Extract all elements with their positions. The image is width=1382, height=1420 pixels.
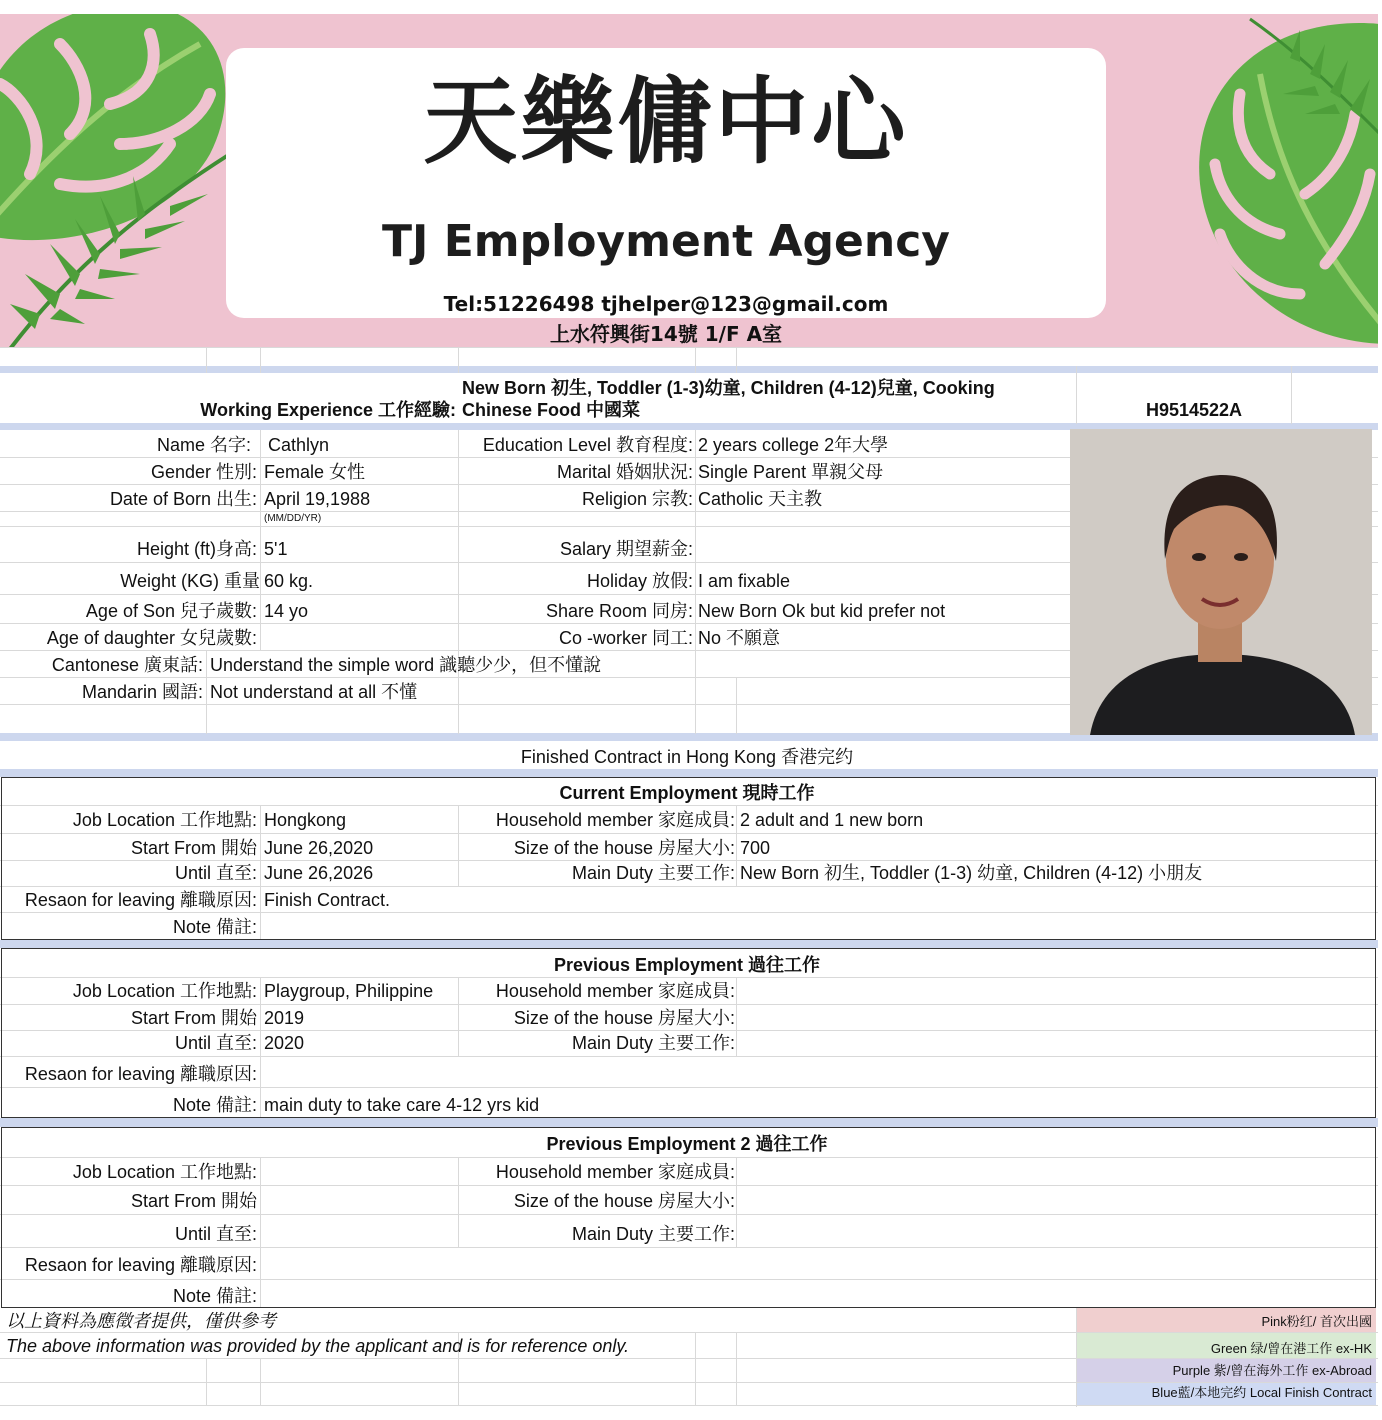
current-note-label: Note 備註: bbox=[172, 917, 257, 937]
working-experience-line2: Chinese Food 中國菜 bbox=[462, 400, 641, 420]
legend-green: Green 绿/曾在港工作 ex-HK bbox=[1077, 1333, 1376, 1358]
previous-until-label: Until 直至: bbox=[174, 1033, 257, 1053]
previous2-note-label: Note 備註: bbox=[172, 1286, 257, 1306]
previous-note-label: Note 備註: bbox=[172, 1095, 257, 1115]
palm-leaf-right-icon bbox=[1240, 14, 1378, 144]
gender-value: Female 女性 bbox=[264, 462, 366, 482]
weight-value: 60 kg. bbox=[264, 571, 314, 591]
dob-value: April 19,1988 bbox=[264, 489, 371, 509]
previous2-start-label: Start From 開始 bbox=[130, 1191, 257, 1211]
cantonese-value: Understand the simple word 識聽少少，但不懂說 bbox=[210, 655, 602, 675]
current-house-size-value: 700 bbox=[740, 838, 771, 858]
legend-purple: Purple 紫/曾在海外工作 ex-Abroad bbox=[1077, 1359, 1376, 1382]
marital-value: Single Parent 單親父母 bbox=[698, 462, 884, 482]
legend-blue: Blue藍/本地完约 Local Finish Contract bbox=[1077, 1383, 1376, 1405]
previous-employment-title: Previous Employment 過往工作 bbox=[553, 955, 821, 975]
previous-note-value: main duty to take care 4-12 yrs kid bbox=[264, 1095, 540, 1115]
weight-label: Weight (KG) 重量 bbox=[120, 571, 260, 591]
holiday-value: I am fixable bbox=[698, 571, 791, 591]
agency-title-card bbox=[226, 48, 1106, 346]
disclaimer-chinese: 以上資料為應徵者提供，僅供參考 bbox=[6, 1311, 276, 1331]
previous-household-label: Household member 家庭成員: bbox=[495, 981, 735, 1001]
separator-band bbox=[0, 940, 1378, 948]
previous2-until-label: Until 直至: bbox=[174, 1224, 257, 1244]
education-value: 2 years college 2年大學 bbox=[698, 435, 889, 455]
coworker-value: No 不願意 bbox=[698, 628, 781, 648]
daughter-age-label: Age of daughter 女兒歲數: bbox=[46, 628, 257, 648]
current-main-duty-label: Main Duty 主要工作: bbox=[571, 863, 735, 883]
holiday-label: Holiday 放假: bbox=[586, 571, 693, 591]
current-job-location-label: Job Location 工作地點: bbox=[72, 810, 257, 830]
current-until-value: June 26,2026 bbox=[264, 863, 374, 883]
current-start-label: Start From 開始 bbox=[130, 838, 257, 858]
previous-start-value: 2019 bbox=[264, 1008, 305, 1028]
applicant-photo bbox=[1070, 429, 1372, 735]
disclaimer-english: The above information was provided by the applicant and is for reference only. bbox=[6, 1336, 630, 1356]
working-experience-line1: New Born 初生, Toddler (1-3)幼童, Children (4-12)兒童, Cooking bbox=[462, 378, 995, 398]
separator-band bbox=[0, 769, 1378, 777]
agency-address: 上水符興街14號 1/F A室 bbox=[549, 322, 783, 346]
current-job-location-value: Hongkong bbox=[264, 810, 347, 830]
marital-label: Marital 婚姻狀況: bbox=[556, 462, 693, 482]
palm-leaf-left-icon bbox=[0, 134, 240, 347]
current-house-size-label: Size of the house 房屋大小: bbox=[513, 838, 735, 858]
height-value: 5'1 bbox=[264, 539, 288, 559]
current-main-duty-value: New Born 初生, Toddler (1-3) 幼童, Children (4-12) 小朋友 bbox=[740, 863, 1203, 883]
previous2-reason-label: Resaon for leaving 離職原因: bbox=[24, 1255, 257, 1275]
working-experience-label: Working Experience 工作經驗: bbox=[200, 400, 456, 420]
previous2-job-location-label: Job Location 工作地點: bbox=[72, 1162, 257, 1182]
dob-label: Date of Born 出生: bbox=[109, 489, 257, 509]
agency-banner bbox=[0, 14, 1378, 347]
current-reason-label: Resaon for leaving 離職原因: bbox=[24, 890, 257, 910]
previous2-house-size-label: Size of the house 房屋大小: bbox=[513, 1191, 735, 1211]
previous-job-location-label: Job Location 工作地點: bbox=[72, 981, 257, 1001]
current-employment-title: Current Employment 現時工作 bbox=[559, 783, 815, 803]
current-until-label: Until 直至: bbox=[174, 863, 257, 883]
applicant-code: H9514522A bbox=[1145, 400, 1243, 420]
separator-band bbox=[0, 1118, 1378, 1127]
previous-employment-2-title: Previous Employment 2 過往工作 bbox=[546, 1134, 828, 1154]
height-label: Height (ft)身高: bbox=[136, 539, 257, 559]
previous-reason-label: Resaon for leaving 離職原因: bbox=[24, 1064, 257, 1084]
current-reason-value: Finish Contract. bbox=[264, 890, 391, 910]
coworker-label: Co -worker 同工: bbox=[558, 628, 693, 648]
mandarin-value: Not understand at all 不懂 bbox=[210, 682, 418, 702]
name-value: Cathlyn bbox=[268, 435, 330, 455]
mandarin-label: Mandarin 國語: bbox=[81, 682, 203, 702]
dob-format-hint: (MM/DD/YR) bbox=[264, 513, 322, 524]
cantonese-label: Cantonese 廣東話: bbox=[51, 655, 203, 675]
legend-pink: Pink粉红/ 首次出國 bbox=[1077, 1308, 1376, 1332]
share-room-label: Share Room 同房: bbox=[545, 601, 693, 621]
son-age-value: 14 yo bbox=[264, 601, 309, 621]
name-label: Name 名字: bbox=[156, 435, 251, 455]
share-room-value: New Born Ok but kid prefer not bbox=[698, 601, 946, 621]
agency-contact: Tel:51226498 tjhelper@123@gmail.com bbox=[443, 292, 889, 316]
finished-contract-label: Finished Contract in Hong Kong 香港完约 bbox=[520, 747, 854, 767]
previous2-main-duty-label: Main Duty 主要工作: bbox=[571, 1224, 735, 1244]
previous-main-duty-label: Main Duty 主要工作: bbox=[571, 1033, 735, 1053]
previous-until-value: 2020 bbox=[264, 1033, 305, 1053]
religion-value: Catholic 天主教 bbox=[698, 489, 823, 509]
agency-name-chinese: 天樂傭中心 bbox=[423, 68, 909, 177]
previous-job-location-value: Playgroup, Philippine bbox=[264, 981, 434, 1001]
current-household-value: 2 adult and 1 new born bbox=[740, 810, 924, 830]
agency-name-english: TJ Employment Agency bbox=[382, 216, 950, 267]
gender-label: Gender 性別: bbox=[150, 462, 257, 482]
current-start-value: June 26,2020 bbox=[264, 838, 374, 858]
previous-start-label: Start From 開始 bbox=[130, 1008, 257, 1028]
current-household-label: Household member 家庭成員: bbox=[495, 810, 735, 830]
previous2-household-label: Household member 家庭成員: bbox=[495, 1162, 735, 1182]
previous-house-size-label: Size of the house 房屋大小: bbox=[513, 1008, 735, 1028]
education-label: Education Level 教育程度: bbox=[482, 435, 693, 455]
salary-label: Salary 期望薪金: bbox=[559, 539, 693, 559]
previous-employment-2-section bbox=[1, 1127, 1376, 1308]
son-age-label: Age of Son 兒子歲數: bbox=[85, 601, 257, 621]
religion-label: Religion 宗教: bbox=[581, 489, 693, 509]
